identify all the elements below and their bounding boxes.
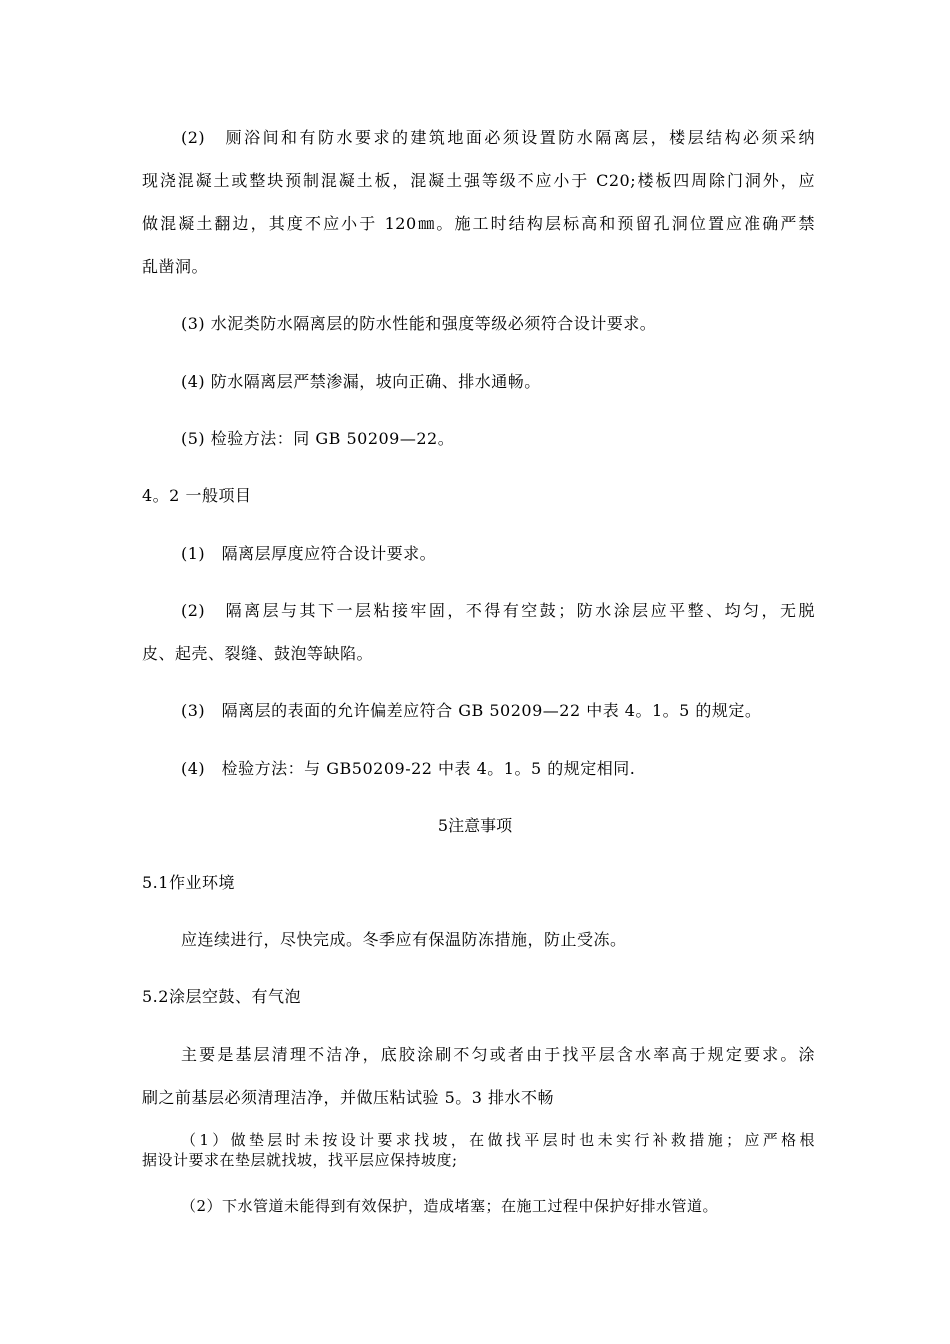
section-5-2-heading: 5.2涂层空鼓、有气泡 xyxy=(142,987,301,1006)
clause-2-line-1: (2) 厕浴间和有防水要求的建筑地面必须设置防水隔离层，楼层结构必须采纳 xyxy=(181,128,815,147)
section-5-3-item-1-line-2: 据设计要求在垫层就找坡，找平层应保持坡度; xyxy=(142,1151,458,1169)
general-item-1: (1) 隔离层厚度应符合设计要求。 xyxy=(181,544,437,563)
section-5-heading: 5注意事项 xyxy=(437,816,513,835)
clause-4: (4) 防水隔离层严禁渗漏，坡向正确、排水通畅。 xyxy=(181,372,541,391)
clause-2-line-2: 现浇混凝土或整块预制混凝土板，混凝土强等级不应小于 C20;楼板四周除门洞外，应 xyxy=(142,171,815,190)
section-4-2-heading: 4。2 一般项目 xyxy=(142,486,252,505)
section-5-1-text: 应连续进行，尽快完成。冬季应有保温防冻措施，防止受冻。 xyxy=(181,930,627,949)
section-5-3-item-2: （2）下水管道未能得到有效保护，造成堵塞；在施工过程中保护好排水管道。 xyxy=(181,1197,719,1215)
section-5-2-text-line-2: 刷之前基层必须清理洁净，并做压粘试验 5。3 排水不畅 xyxy=(142,1088,555,1107)
section-5-1-heading: 5.1作业环境 xyxy=(142,873,235,892)
general-item-2-line-2: 皮、起壳、裂缝、鼓泡等缺陷。 xyxy=(142,644,374,663)
clause-2-line-3: 做混凝土翻边，其度不应小于 120㎜。施工时结构层标高和预留孔洞位置应准确严禁 xyxy=(142,214,815,233)
clause-5: (5) 检验方法：同 GB 50209—22。 xyxy=(181,429,455,448)
section-5-2-text-line-1: 主要是基层清理不洁净，底胶涂刷不匀或者由于找平层含水率高于规定要求。涂 xyxy=(181,1045,815,1064)
section-5-3-item-1-line-1: （1）做垫层时未按设计要求找坡，在做找平层时也未实行补救措施；应严格根 xyxy=(181,1131,815,1149)
clause-3: (3) 水泥类防水隔离层的防水性能和强度等级必须符合设计要求。 xyxy=(181,314,657,333)
general-item-2-line-1: (2) 隔离层与其下一层粘接牢固，不得有空鼓；防水涂层应平整、均匀，无脱 xyxy=(181,601,815,620)
general-item-4: (4) 检验方法：与 GB50209-22 中表 4。1。5 的规定相同. xyxy=(181,759,636,778)
clause-2-line-4: 乱凿洞。 xyxy=(142,257,209,276)
general-item-3: (3) 隔离层的表面的允许偏差应符合 GB 50209—22 中表 4。1。5 的规定。 xyxy=(181,701,762,720)
